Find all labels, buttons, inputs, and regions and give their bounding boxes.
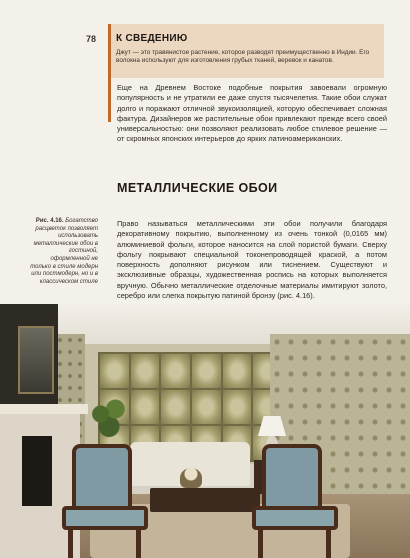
intro-paragraph: Еще на Древнем Востоке подобные покрытия завоевали огромную популярность и не утратили ее даже спустя тысячелетия. Такие обои служат долго и поражают отличной звукоизоляцией, которую обеспечивает сложная фактура. Дизайнеров же растительные обои привлекают прежде всего своей универсальностью: они позволяют реализовать любое стилевое решение — от скромных японских интерьеров до ярких латиноамериканских. — [117, 83, 387, 144]
info-note — [108, 24, 384, 78]
living-room-photo — [0, 304, 410, 558]
note-text: Джут — это травянистое растение, которое разводят преимущественно в Индии. Его волокна используют для изготовления грубых тканей, веревок и канатов. — [116, 49, 370, 65]
plant — [88, 394, 130, 444]
coffee-table — [150, 488, 260, 512]
armchair-left — [62, 444, 152, 558]
figure-caption — [30, 218, 98, 286]
section-paragraph: Право называться металлическими эти обои получили благодаря декоративному покрытию, выполненному из очень тонкой (0,0165 мм) алюминиевой фольги, которое наносится на слой пористой бумаги. Сверху фольгу покрывают специальной токонепроводящей краской, а потом поверхность дополняют рисунком или тиснением. Существуют и эксклюзивные образцы, художественная роспись на которых выполняется вручную. Обычно металлические отделочные материалы имитируют золото, серебро или слегка покрытую патиной бронзу (рис. 4.16). — [117, 219, 387, 301]
caption-text: Богатство расцветок позволяет использовать металлические обои в гостиной, оформленной не только в стиле модерн или постмодерн, но и в классическом стиле — [30, 218, 98, 285]
flower-vase — [180, 468, 202, 488]
section-heading: МЕТАЛЛИЧЕСКИЕ ОБОИ — [117, 181, 278, 195]
caption-label: Рис. 4.16. — [35, 218, 64, 224]
note-title: К СВЕДЕНИЮ — [116, 33, 188, 44]
page-number: 78 — [86, 34, 97, 44]
fireplace-opening — [22, 436, 52, 506]
armchair-right — [252, 444, 342, 558]
mirror — [18, 326, 54, 394]
